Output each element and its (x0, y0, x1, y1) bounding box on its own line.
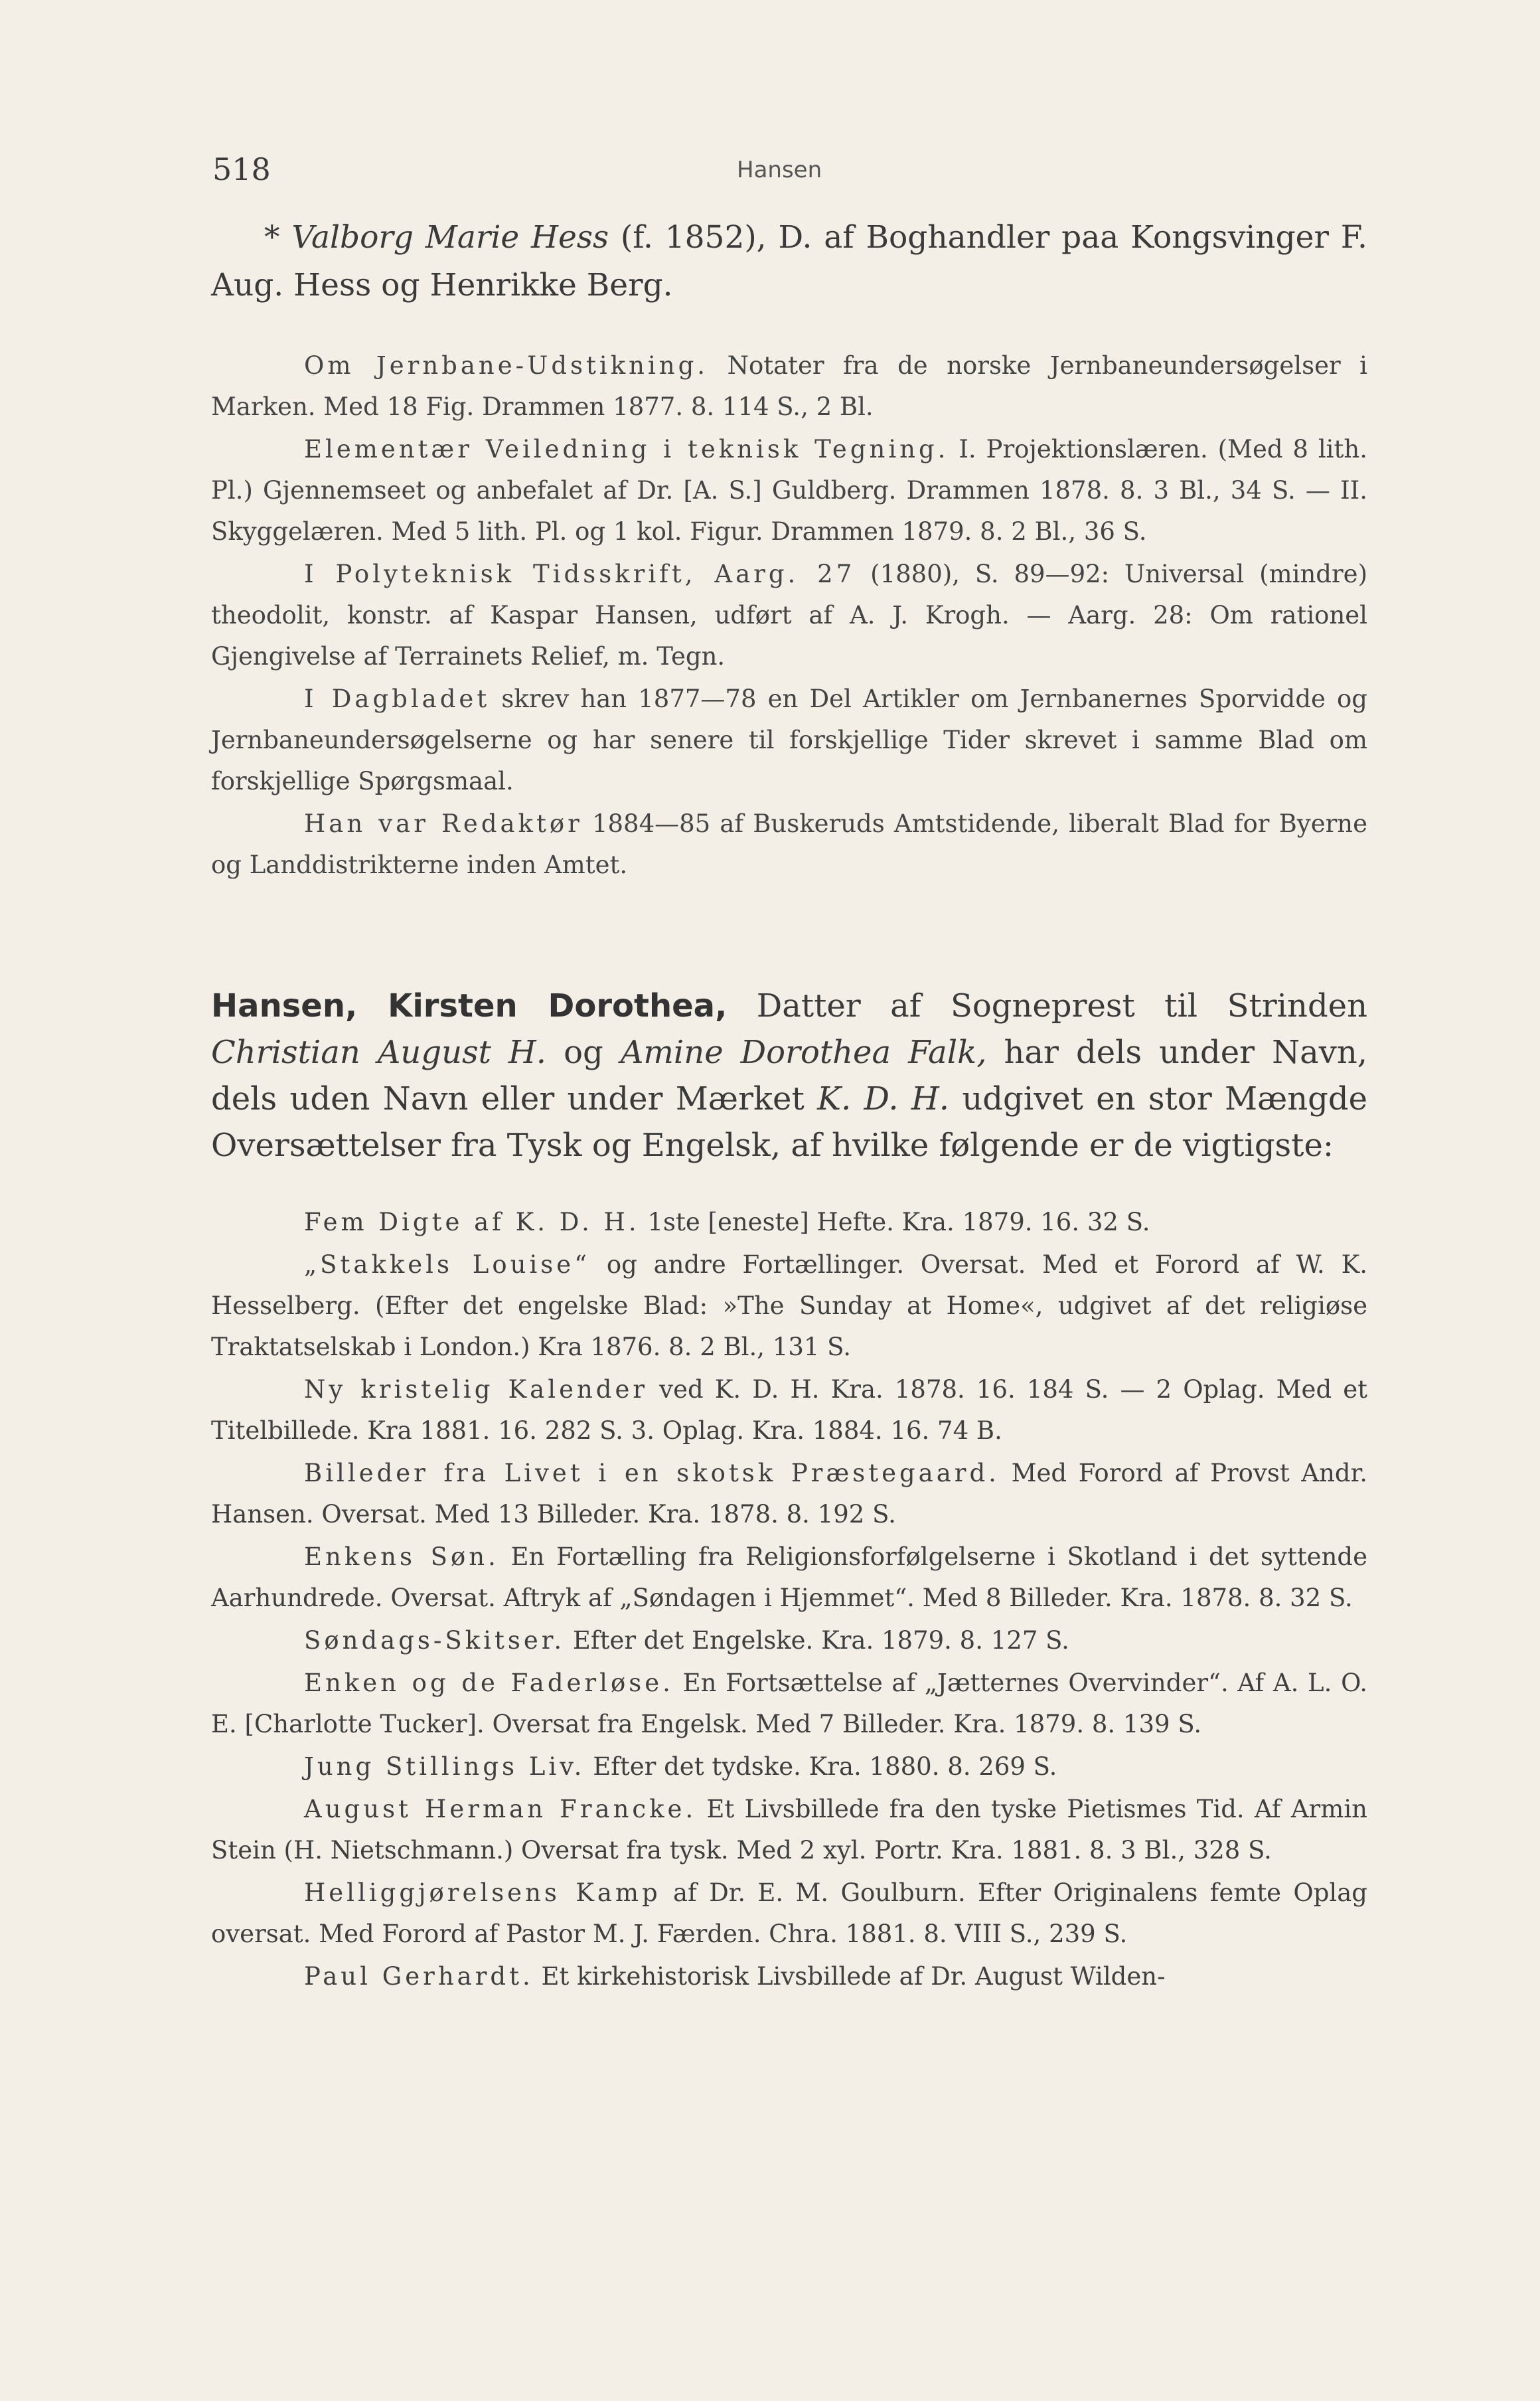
bib-text: Et kirkehistorisk Livsbillede af Dr. August Wilden- (541, 1962, 1166, 1991)
bib-item (211, 1202, 1367, 1243)
entry-text: har dels under Navn, dels uden Navn eller under Mærket (211, 1034, 1367, 1118)
entry-paragraph (211, 983, 1367, 1169)
bib-item (211, 1663, 1367, 1745)
page-number: 518 (212, 151, 271, 187)
bib-item (211, 679, 1367, 802)
bib-item (211, 1244, 1367, 1368)
bib-title: „Stakkels Louise“ (304, 1250, 591, 1279)
bib-title: Helliggjørelsens Kamp (304, 1878, 661, 1907)
bib-text: Efter det tydske. Kra. 1880. 8. 269 S. (593, 1752, 1057, 1781)
bib-text: Efter det Engelske. Kra. 1879. 8. 127 S. (572, 1626, 1069, 1655)
bib-title: Søndags-Skitser. (304, 1626, 566, 1655)
entry-paragraph (211, 214, 1367, 309)
bib-item (211, 345, 1367, 428)
mother-name: Amine Dorothea Falk, (620, 1034, 987, 1071)
bib-text: 1ste [eneste] Hefte. Kra. 1879. 16. 32 S. (647, 1208, 1150, 1236)
bib-title: Fem Digte af K. D. H. (304, 1208, 640, 1236)
bib-item (211, 1620, 1367, 1661)
bib-title: Enkens Søn. (304, 1542, 499, 1571)
person-name: Valborg Marie Hess (291, 219, 609, 256)
bib-title: Om Jernbane-Udstikning. (304, 351, 709, 380)
asterisk-marker: * (264, 219, 280, 256)
bib-text: (1880), S. 89—92: Universal (mindre) theodolit, konstr. af Kaspar Hansen, udført af A. J. Krogh. — Aarg. 28: Om rationel Gjengivelse af Terrainets Relief, m. Tegn. (211, 560, 1368, 671)
pen-mark: K. D. H. (817, 1080, 950, 1118)
running-head (212, 151, 1367, 191)
father-name: Christian August H. (211, 1034, 547, 1071)
bib-text: Et Livsbillede fra den tyske Pietismes Tid. Af Armin Stein (H. Nietschmann.) Oversat fra tysk. Med 2 xyl. Portr. Kra. 1881. 8. 3 Bl., 328 S. (211, 1795, 1367, 1864)
bib-text: En Fortsættelse af „Jætternes Overvinder“. Af A. L. O. E. [Charlotte Tucker]. Oversat fra Engelsk. Med 7 Billeder. Kra. 1879. 8. 139 S. (211, 1669, 1367, 1738)
entry-text: (f. 1852), D. af Boghandler paa Kongsvinger F. Aug. Hess og Henrikke Berg. (211, 219, 1367, 303)
bib-title: I Polyteknisk Tidsskrift, Aarg. 27 (304, 560, 856, 588)
bib-text: ved K. D. H. Kra. 1878. 16. 184 S. — 2 Oplag. Med et Titelbillede. Kra 1881. 16. 282 S. 3. Oplag. Kra. 1884. 16. 74 B. (211, 1375, 1368, 1445)
bib-item (211, 1369, 1367, 1451)
entry-text: Datter af Sogneprest til Strinden (756, 987, 1367, 1025)
bib-title: Enken og de Faderløse. (304, 1669, 674, 1697)
bib-title: Elementær Veiledning i teknisk Tegning. (304, 435, 949, 463)
bib-item (211, 1746, 1367, 1787)
bib-item (211, 1536, 1367, 1619)
bib-title: Ny kristelig Kalender (304, 1375, 649, 1404)
bibliography-hess (211, 345, 1367, 887)
bib-title: August Herman Francke. (304, 1795, 697, 1823)
bib-text: skrev han 1877—78 en Del Artikler om Jernbanernes Sporvidde og Jernbaneundersøgelserne og har senere til forskjellige Tider skrevet i samme Blad om forskjellige Spørgsmaal. (211, 685, 1367, 795)
running-header-title: Hansen (737, 157, 822, 183)
bib-text: Notater fra de norske Jernbaneundersøgelser i Marken. Med 18 Fig. Drammen 1877. 8. 114 S., 2 Bl. (211, 351, 1367, 421)
bib-text: af Dr. E. M. Goulburn. Efter Originalens femte Oplag oversat. Med Forord af Pastor M. J. Færden. Chra. 1881. 8. VIII S., 239 S. (211, 1878, 1367, 1948)
bib-item (211, 1453, 1367, 1535)
entry-kirsten-dorothea-hansen (211, 983, 1367, 1169)
bib-item (211, 1956, 1367, 1997)
bib-text: 1884—85 af Buskeruds Amtstidende, liberalt Blad for Byerne og Landdistrikterne inden Amtet. (211, 809, 1368, 879)
bib-title: Han var Redaktør (304, 809, 583, 838)
entry-text: udgivet en stor Mængde Oversættelser fra Tysk og Engelsk, af hvilke følgende er de vigtigste: (211, 1080, 1368, 1164)
bib-title: Jung Stillings Liv. (304, 1752, 585, 1781)
bib-title: Paul Gerhardt. (304, 1962, 534, 1991)
entry-valborg-hess (211, 214, 1367, 309)
bib-item (211, 803, 1367, 886)
bib-text: Med Forord af Provst Andr. Hansen. Oversat. Med 13 Billeder. Kra. 1878. 8. 192 S. (211, 1459, 1367, 1529)
bib-text: og andre Fortællinger. Oversat. Med et Forord af W. K. Hesselberg. (Efter det engelske Blad: »The Sunday at Home«, udgivet af det religiøse Traktatselskab i London.) Kra 1876. 8. 2 Bl., 131 S. (211, 1250, 1367, 1361)
entry-headword: Hansen, Kirsten Dorothea, (211, 987, 728, 1025)
bib-item (211, 429, 1367, 552)
bib-item (211, 554, 1367, 677)
bib-item (211, 1789, 1367, 1871)
entry-text: og (564, 1034, 603, 1071)
bib-item (211, 1872, 1367, 1955)
bib-title: I Dagbladet (304, 685, 491, 713)
bib-text: En Fortælling fra Religionsforfølgelserne i Skotland i det syttende Aarhundrede. Oversat. Aftryk af „Søndagen i Hjemmet“. Med 8 Billeder. Kra. 1878. 8. 32 S. (211, 1542, 1367, 1612)
bib-text: I. Projektionslæren. (Med 8 lith. Pl.) Gjennemseet og anbefalet af Dr. [A. S.] Guldberg. Drammen 1878. 8. 3 Bl., 34 S. — II. Skyggelæren. Med 5 lith. Pl. og 1 kol. Figur. Drammen 1879. 8. 2 Bl., 36 S. (211, 435, 1367, 546)
bibliography-hansen (211, 1202, 1367, 1999)
bib-title: Billeder fra Livet i en skotsk Præstegaard. (304, 1459, 1000, 1487)
